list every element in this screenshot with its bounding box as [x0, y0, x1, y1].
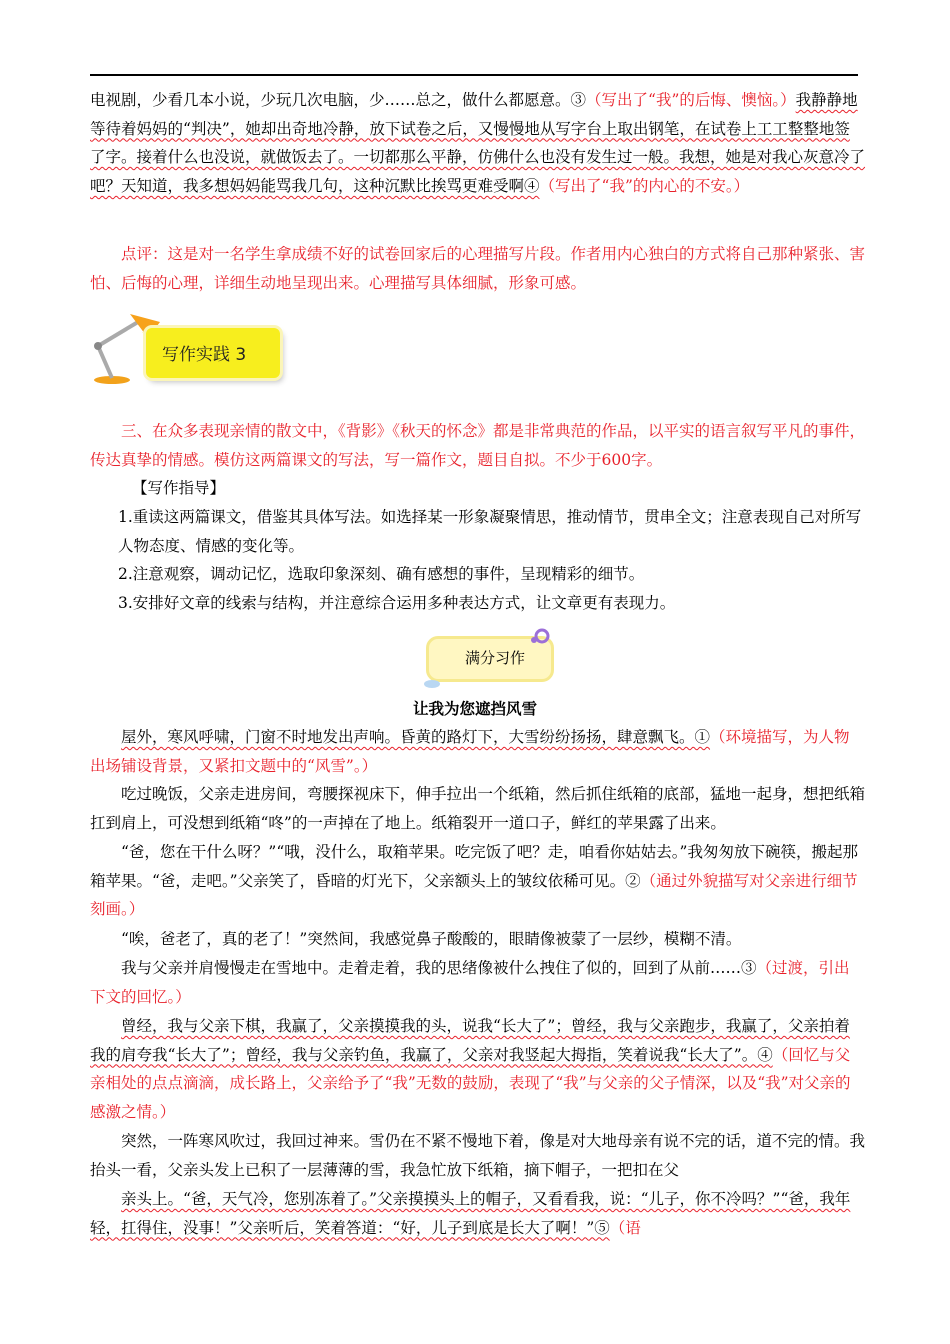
underlined-text: 屋外，寒风呼啸，门窗不时地发出声响。昏黄的路灯下，大雪纷纷扬扬，肆意飘飞。① [121, 728, 711, 746]
annotation-note: （回忆与父亲相处的点点滴滴，成长路上，父亲给予了“我”无数的鼓励，表现了“我”与父亲的父子情深，以及“我”对父亲的感激之情。） [90, 1045, 851, 1121]
annotation-note: （环境描写，为人物出场铺设背景，又紧扣文题中的“风雪”。） [90, 728, 850, 775]
paragraph-text: 我与父亲并肩慢慢走在雪地中。走着走着，我的思绪像被什么拽住了似的，回到了从前……③ [121, 959, 757, 977]
model-essay-badge [414, 628, 564, 690]
annotation-note: （写出了“我”的后悔、懊恼。） [586, 91, 796, 109]
badge-decoration-icon [414, 628, 564, 690]
essay-paragraph-7: 突然，一阵寒风吹过，我回过神来。雪仍在不紧不慢地下着，像是对大地母亲有说不完的话，道不完的情。我抬头一看，父亲头发上已积了一层薄薄的雪，我急忙放下纸箱，摘下帽子，一把扣在父 [90, 1132, 866, 1179]
guide-item-1: 1.重读这两篇课文，借鉴其具体写法。如选择某一形象凝聚情思，推动情节，贯串全文；注意表现自己对所写人物态度、情感的变化等。 [118, 508, 862, 555]
essay-title: 让我为您遮挡风雪 [412, 700, 537, 718]
annotation-note: （通过外貌描写对父亲进行细节刻画。） [90, 871, 858, 919]
essay-paragraph-4: “唉，爸老了，真的老了！”突然间，我感觉鼻子酸酸的，眼睛像被蒙了一层纱，模糊不清。 [121, 930, 742, 948]
underlined-text: 曾经，我与父亲下棋，我赢了，父亲摸摸我的头，说我“长大了”；曾经，我与父亲跑步，我赢了，父亲拍着我的肩夸我“长大了”；曾经，我与父亲钓鱼，我赢了，父亲对我竖起大拇指，笑着说我“长大了”。④ [90, 1017, 850, 1064]
writing-task: 三、在众多表现亲情的散文中，《背影》《秋天的怀念》都是非常典范的作品，以平实的语言叙写平凡的事件，传达真挚的情感。模仿这两篇课文的写法，写一篇作文，题目自拟。不少于600字。 [90, 422, 866, 469]
comment-paragraph: 点评：这是对一名学生拿成绩不好的试卷回家后的心理描写片段。作者用内心独白的方式将自己那种紧张、害怕、后悔的心理，详细生动地呈现出来。心理描写具体细腻，形象可感。 [90, 245, 866, 292]
guide-header: 【写作指导】 [132, 479, 226, 497]
annotation-note: （写出了“我”的内心的不安。） [539, 176, 750, 195]
underlined-text: 亲头上。“爸，天气冷，您别冻着了。”父亲摸摸头上的帽子，又看看我，说：“儿子，你不冷吗？”“爸，我年轻，扛得住，没事！”父亲听后，笑着答道：“好，儿子到底是长大了啊！”⑤ [90, 1190, 851, 1237]
guide-item-3: 3.安排好文章的线索与结构，并注意综合运用多种表达方式，让文章更有表现力。 [118, 594, 676, 612]
banner-box [146, 328, 280, 378]
psych-paragraph [90, 86, 865, 200]
header-rule [90, 74, 858, 76]
section-banner [90, 312, 290, 387]
essay-paragraph-2: 吃过晚饭，父亲走进房间，弯腰探视床下，伸手拉出一个纸箱，然后抓住纸箱的底部，猛地一起身，想把纸箱扛到肩上，可没想到纸箱“咚”的一声掉在了地上。纸箱裂开一道口子，鲜红的苹果露了出来。 [90, 785, 866, 832]
annotation-note: （语 [609, 1218, 641, 1237]
banner-title: 写作实践 3 [162, 345, 247, 365]
essay-paragraph-1 [90, 723, 865, 780]
essay-paragraph-3 [90, 838, 865, 924]
badge-label: 满分习作 [465, 649, 526, 667]
underlined-text: 我静静地等待着妈妈的“判决”，她却出奇地冷静，放下试卷之后，又慢慢地从写字台上取出钢笔，在试卷上工工整整地签了字。接着什么也没说，就做饭去了。一切都那么平静，仿佛什么也没有发生过一般。我想，她是对我心灰意冷了吧？天知道，我多想妈妈能骂我几句，这种沉默比挨骂更难受啊④ [90, 91, 866, 195]
essay-paragraph-5 [90, 954, 865, 1011]
paragraph-text: “爸，您在干什么呀？”“哦，没什么，取箱苹果。吃完饭了吧？走，咱看你姑姑去。”我匆匆放下碗筷，搬起那箱苹果。“爸，走吧。”父亲笑了，昏暗的灯光下，父亲额头上的皱纹依稀可见。② [90, 843, 858, 890]
essay-paragraph-7-cont [90, 1185, 865, 1242]
essay-paragraph-6 [90, 1012, 865, 1126]
guide-item-2: 2.注意观察，调动记忆，选取印象深刻、确有感想的事件，呈现精彩的细节。 [118, 565, 645, 583]
paragraph-text: 电视剧，少看几本小说，少玩几次电脑，少……总之，做什么都愿意。③ [90, 91, 587, 109]
annotation-note: （过渡，引出下文的回忆。） [90, 959, 850, 1006]
